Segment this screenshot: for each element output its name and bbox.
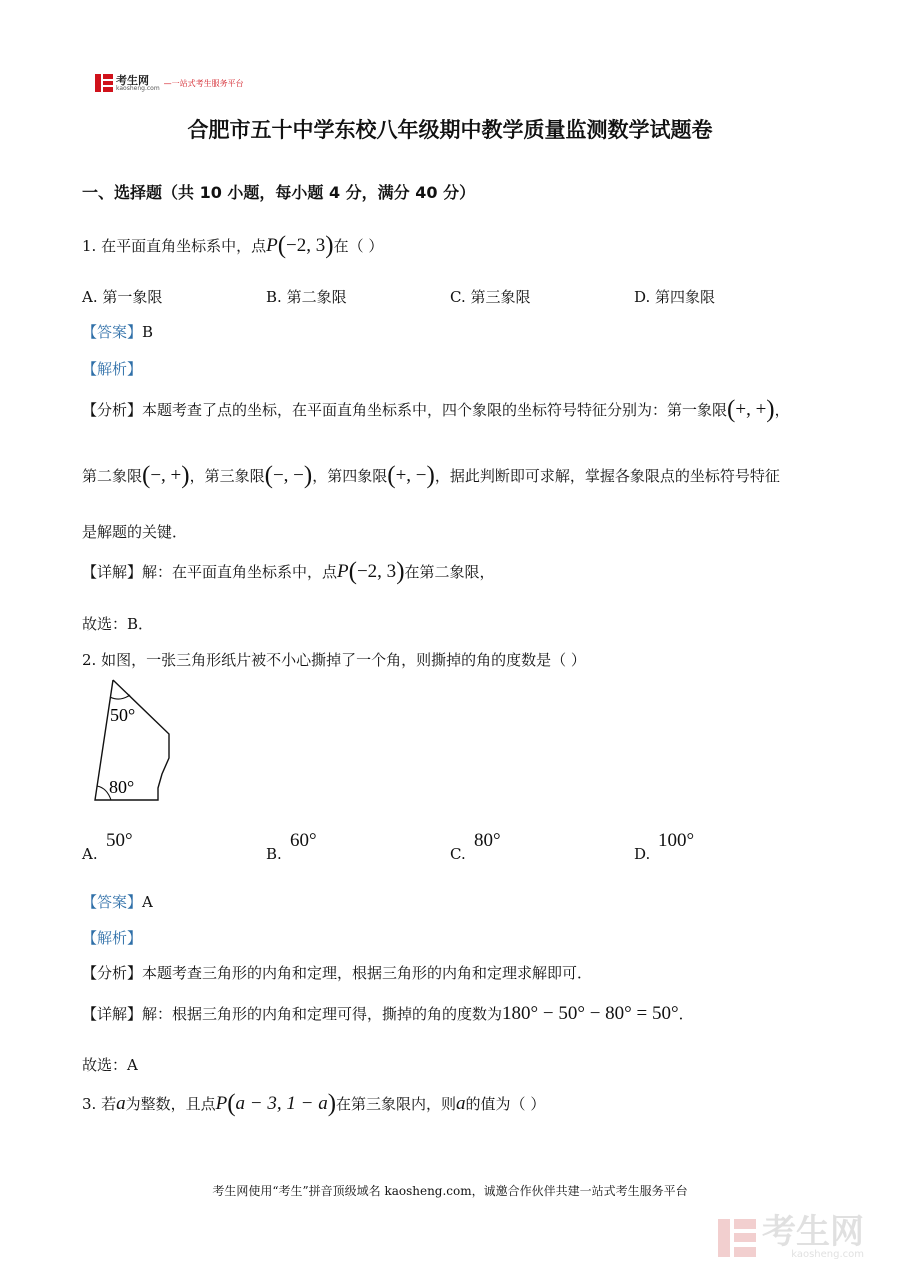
question-2-stem: 2. 如图，一张三角形纸片被不小心撕掉了一个角，则撕掉的角的度数是（ ） bbox=[82, 651, 586, 669]
q1-option-a: A. 第一象限 bbox=[82, 288, 163, 306]
question-1-stem: 1. 在平面直角坐标系中，点P(−2, 3)在（ ） bbox=[82, 232, 384, 259]
q2-option-a-letter: A. bbox=[82, 845, 98, 863]
top-angle-label: 50° bbox=[110, 705, 136, 725]
document-title: 合肥市五十中学东校八年级期中教学质量监测数学试题卷 bbox=[187, 118, 713, 142]
q2-jiexi-tag: 【解析】 bbox=[82, 929, 143, 947]
q2-analysis: 【分析】本题考查三角形的内角和定理，根据三角形的内角和定理求解即可． bbox=[82, 964, 593, 982]
q1-jiexi-tag: 【解析】 bbox=[82, 360, 143, 378]
bottom-angle-label: 80° bbox=[109, 777, 135, 797]
watermark-logo-icon bbox=[718, 1219, 756, 1257]
q1-option-d: D. 第四象限 bbox=[634, 288, 716, 306]
q2-conclusion: 故选：A bbox=[82, 1056, 138, 1074]
watermark-name: 考生网 bbox=[762, 1212, 864, 1252]
q2-option-c-letter: C. bbox=[450, 845, 466, 863]
question-3-stem: 3. 若a为整数，且点P(a − 3, 1 − a)在第三象限内，则a的值为（ ） bbox=[82, 1090, 546, 1117]
q1-detail: 【详解】解：在平面直角坐标系中，点P(−2, 3)在第二象限， bbox=[82, 558, 495, 585]
torn-triangle-figure bbox=[90, 676, 180, 806]
section-heading: 一、选择题（共 10 小题，每小题 4 分，满分 40 分） bbox=[82, 183, 476, 202]
q2-option-c-value: 80° bbox=[474, 830, 501, 851]
q2-option-b-value: 60° bbox=[290, 830, 317, 851]
logo-slogan: —一站式考生服务平台 bbox=[163, 78, 244, 88]
q2-option-b-letter: B. bbox=[266, 845, 282, 863]
header-logo bbox=[95, 72, 244, 94]
watermark-domain: kaosheng.com bbox=[791, 1249, 864, 1260]
q1-answer: 【答案】B bbox=[82, 323, 154, 341]
q1-analysis-line1: 【分析】本题考查了点的坐标，在平面直角坐标系中，四个象限的坐标符号特征分别为：第一象限(+, +)， bbox=[82, 396, 790, 423]
watermark bbox=[718, 1212, 864, 1260]
q2-option-d-value: 100° bbox=[658, 830, 695, 851]
q1-analysis-line3: 是解题的关键． bbox=[82, 523, 188, 541]
q1-conclusion: 故选：B． bbox=[82, 615, 154, 633]
logo-name: 考生网 bbox=[116, 73, 149, 87]
page-footer: 考生网使用“考生”拼音顶级域名 kaosheng.com，诚邀合作伙伴共建一站式考生服务平台 bbox=[212, 1184, 688, 1198]
q1-option-c: C. 第三象限 bbox=[450, 288, 531, 306]
q1-option-b: B. 第二象限 bbox=[266, 288, 347, 306]
logo-domain: kaosheng.com bbox=[116, 84, 160, 92]
kaosheng-logo-icon bbox=[95, 74, 113, 92]
q1-analysis-line2: 第二象限(−, +)，第三象限(−, −)，第四象限(+, −)，据此判断即可求解，掌握各象限点的坐标符号特征 bbox=[82, 462, 780, 489]
q2-detail: 【详解】解：根据三角形的内角和定理可得，撕掉的角的度数为180° − 50° − 80° = 50°． bbox=[82, 1003, 694, 1024]
q2-option-a-value: 50° bbox=[106, 830, 133, 851]
q2-answer: 【答案】A bbox=[82, 893, 153, 911]
q2-option-d-letter: D. bbox=[634, 845, 651, 863]
top-angle-arc bbox=[110, 695, 130, 699]
